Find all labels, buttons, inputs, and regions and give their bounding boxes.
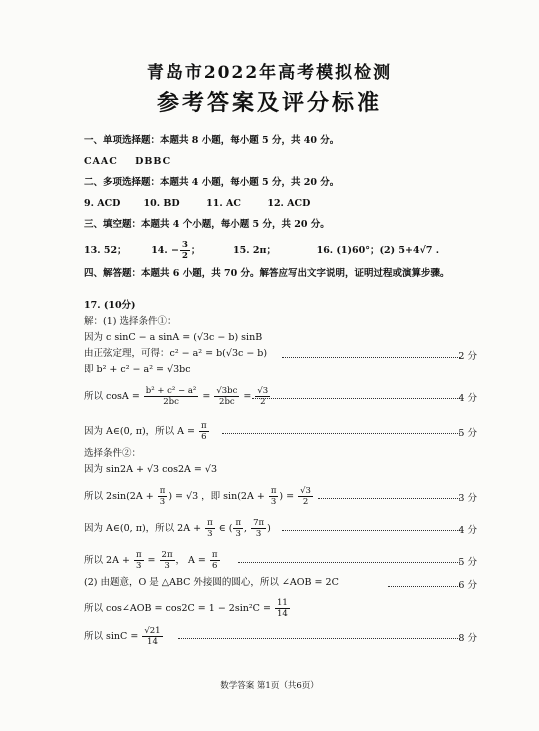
answer-14-label: 14. − [151, 245, 179, 256]
fraction: $\frac{\pi}{3}$ [235, 518, 242, 539]
score-marker: 4 分 [458, 525, 477, 536]
dotted-leader [238, 562, 460, 563]
fraction: $\frac{\pi}{3}$ [159, 486, 166, 507]
q17-line-1: 解：(1) 选择条件①： [84, 316, 177, 327]
q17-line-14: 所以 sinC = $\frac{√21}{14}$ [84, 626, 161, 647]
score-marker: 4 分 [458, 393, 477, 404]
fraction: $\frac{√3}{2}$ [257, 386, 269, 407]
q17-line-13: 所以 cos∠AOB = cos2C = 1 − 2sin²C = $\frac{11}{14}$ [84, 598, 288, 619]
document-title: 青岛市2022年高考模拟检测 [146, 63, 393, 83]
page-footer: 数学答案 第1页（共6页） [220, 681, 319, 691]
section-2-answers: 9. ACD 10. BD 11. AC 12. ACD [84, 198, 311, 209]
question-17-header: 17. (10分) [84, 300, 136, 311]
dotted-leader [318, 498, 460, 499]
q17-line-11: 所以 2A + $\frac{\pi}{3}$ = $\frac{2\pi}{3}$ ， A = $\frac{\pi}{6}$ [84, 550, 218, 571]
dotted-leader [252, 398, 460, 399]
fraction: $\frac{2\pi}{3}$ [161, 550, 173, 571]
section-4-heading: 四、解答题：本题共 6 小题，共 70 分。解答应写出文字说明，证明过程或演算步骤。 [84, 268, 450, 279]
fraction: $\frac{\pi}{6}$ [201, 421, 207, 442]
section-3-heading: 三、填空题：本题共 4 个小题，每小题 5 分，共 20 分。 [84, 219, 330, 230]
q17-line-7: 选择条件②： [84, 448, 142, 459]
q17-line-9: 所以 2sin(2A + $\frac{\pi}{3}$ ) = √3 ，即 sin(2A + $\frac{\pi}{3}$ ) = $\frac{√3}{2}$ [84, 486, 311, 507]
dotted-leader [388, 586, 460, 587]
section-2-heading: 二、多项选择题：本题共 4 小题，每小题 5 分，共 20 分。 [84, 177, 340, 188]
score-marker: 3 分 [458, 493, 477, 504]
score-marker: 5 分 [458, 557, 477, 568]
score-marker: 5 分 [458, 428, 477, 439]
score-marker: 6 分 [458, 580, 477, 591]
section-1-answers: CAAC DBBC [84, 156, 172, 167]
section-3-answers: 13. 52； 14. − $\frac{3}{2}$ ； 15. 2π； 16. (1)60°；(2) 5+4√7 . [84, 240, 440, 261]
answer-15: 15. 2π； [233, 245, 276, 256]
q17-line-4: 即 b² + c² − a² = √3bc [84, 364, 191, 375]
q17-line-10: 因为 A∈(0, π)，所以 2A + $\frac{\pi}{3}$ ∈ ( $\frac{\pi}{3}$ , $\frac{7\pi}{3}$ ) [84, 518, 271, 539]
fraction: $\frac{7\pi}{3}$ [253, 518, 265, 539]
q17-line-2: 因为 c sinC − a sinA = (√3c − b) sinB [84, 332, 263, 343]
q17-line-8: 因为 sin2A + √3 cos2A = √3 [84, 464, 217, 475]
fraction: $\frac{11}{14}$ [276, 598, 288, 619]
answer-16: 16. (1)60°；(2) 5+4√7 . [316, 245, 440, 256]
q17-line-5: 所以 cosA = $\frac{\text{b² + c² − a²}}{2bc}$ = $\frac{√3bc}{2bc}$ = $\frac{√3}{2}$ [84, 386, 269, 407]
dotted-leader [222, 433, 460, 434]
q17-line-12: (2) 由题意，O 是 △ABC 外接圆的圆心，所以 ∠AOB = 2C [84, 577, 339, 588]
q17-line-3: 由正弦定理，可得：c² − a² = b(√3c − b) [84, 348, 268, 359]
answer-13: 13. 52； [84, 245, 127, 256]
answer-14-fraction: $\frac{3}{2}$ [181, 240, 188, 261]
section-1-heading: 一、单项选择题：本题共 8 小题，每小题 5 分，共 40 分。 [84, 135, 340, 146]
fraction: $\frac{\pi}{6}$ [211, 550, 218, 571]
fraction: $\frac{√21}{14}$ [144, 626, 161, 647]
dotted-leader [178, 638, 460, 639]
fraction: $\frac{√3}{2}$ [300, 486, 311, 507]
document-subtitle: 参考答案及评分标准 [156, 90, 382, 116]
dotted-leader [282, 530, 460, 531]
score-marker: 2 分 [458, 351, 477, 362]
score-marker: 8 分 [458, 633, 477, 644]
fraction: $\frac{√3bc}{2bc}$ [216, 386, 238, 407]
q17-line-6: 因为 A∈(0, π)，所以 A = $\frac{\pi}{6}$ [84, 421, 207, 442]
fraction: $\frac{\text{b² + c² − a²}}{2bc}$ [145, 386, 197, 407]
fraction: $\frac{\pi}{3}$ [135, 550, 142, 571]
dotted-leader [282, 357, 460, 358]
fraction: $\frac{\pi}{3}$ [270, 486, 277, 507]
fraction: $\frac{\pi}{3}$ [207, 518, 213, 539]
